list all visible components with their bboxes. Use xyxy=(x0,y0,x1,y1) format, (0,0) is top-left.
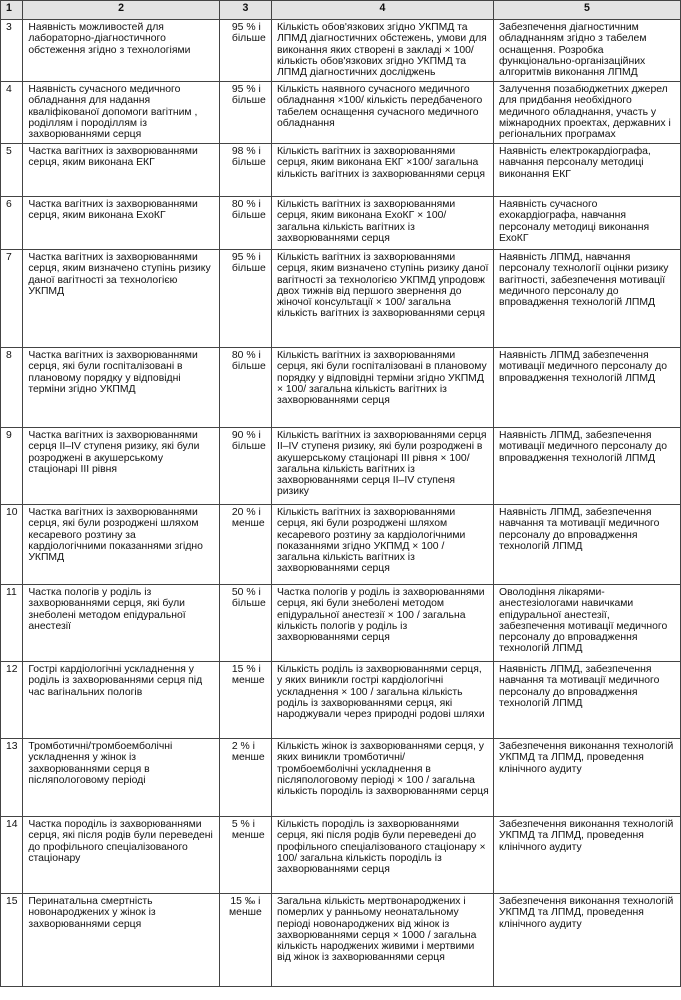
formula-cell: Кількість вагітних із захворюваннями серця, яким виконана ЕхоКГ × 100/ загальна кількість вагітних із захворюваннями серця xyxy=(271,197,493,250)
indicator-cell: Гострі кардіологічні ускладнення у роділь із захворюваннями серця під час вагінальних пологів xyxy=(23,662,220,739)
formula-cell: Кількість обов'язкових згідно УКПМД та ЛПМД діагностичних обстежень, умови для виконання яких створені в закладі × 100/ кількість обов'язкових згідно УКПМД та ЛПМД діагностичних досліджень xyxy=(271,20,493,82)
indicator-cell: Частка вагітних із захворюваннями серця, яким виконана ЕхоКГ xyxy=(23,197,220,250)
row-number: 6 xyxy=(1,197,23,250)
target-value-cell: 95 % і більше xyxy=(219,20,271,82)
indicator-cell: Тромботичні/тромбоемболічні ускладнення у жінок із захворюваннями серця в післяпологовому періоді xyxy=(23,739,220,817)
header-cell-col2: 2 xyxy=(23,1,220,20)
measures-cell: Забезпечення діагностичним обладнанням згідно з табелем оснащення. Розробка функціонально-організаційних алгоритмів виконання ЛПМД xyxy=(494,20,681,82)
table-row xyxy=(1,197,681,250)
table-row xyxy=(1,585,681,662)
formula-cell: Кількість роділь із захворюваннями серця, у яких виникли гострі кардіологічні ускладнення × 100 / загальна кількість роділь із захворюваннями серця, які народжували через природні родові шляхи xyxy=(271,662,493,739)
header-cell-col5: 5 xyxy=(494,1,681,20)
target-value-cell: 2 % і менше xyxy=(219,739,271,817)
measures-cell: Забезпечення виконання технологій УКПМД та ЛПМД, проведення клінічного аудиту xyxy=(494,894,681,987)
formula-cell: Кількість вагітних із захворюваннями серця, яким визначено ступінь ризику даної вагітності за технологією УКПМД упродовж двох тижнів від першого звернення до жіночої консультації × 100/ загальна кількість вагітних із захворюваннями серця xyxy=(271,250,493,348)
target-value-cell: 15 % і менше xyxy=(219,662,271,739)
measures-cell: Наявність сучасного ехокардіографа, навчання персоналу методиці виконання ЕхоКГ xyxy=(494,197,681,250)
formula-cell: Кількість вагітних із захворюваннями серця, які були госпіталізовані в плановому порядку у відповідні терміни згідно УКПМД × 100/ загальна кількість вагітних із захворюваннями серця xyxy=(271,348,493,428)
row-number: 4 xyxy=(1,82,23,144)
target-value-cell: 98 % і більше xyxy=(219,144,271,197)
measures-cell: Наявність ЛПМД, забезпечення навчання та мотивації медичного персоналу до впровадження технологій ЛПМД xyxy=(494,505,681,585)
row-number: 5 xyxy=(1,144,23,197)
header-cell-col1: 1 xyxy=(1,1,23,20)
table-row xyxy=(1,662,681,739)
table-header-row xyxy=(1,1,681,20)
target-value-cell: 80 % і більше xyxy=(219,197,271,250)
row-number: 12 xyxy=(1,662,23,739)
row-number: 3 xyxy=(1,20,23,82)
indicator-cell: Частка вагітних із захворюваннями серця II–IV ступеня ризику, які були розроджені в акушерському стаціонарі III рівня xyxy=(23,428,220,505)
row-number: 7 xyxy=(1,250,23,348)
header-cell-col3: 3 xyxy=(219,1,271,20)
row-number: 15 xyxy=(1,894,23,987)
row-number: 14 xyxy=(1,817,23,894)
measures-cell: Наявність ЛПМД забезпечення мотивації медичного персоналу до впровадження технологій ЛПМД xyxy=(494,348,681,428)
table-row xyxy=(1,505,681,585)
target-value-cell: 95 % і більше xyxy=(219,82,271,144)
formula-cell: Кількість вагітних із захворюваннями серця II–IV ступеня ризику, які були розроджені в акушерському стаціонарі III рівня × 100/ загальна кількість вагітних із захворюваннями серця II–IV ступеня ризику xyxy=(271,428,493,505)
row-number: 8 xyxy=(1,348,23,428)
measures-cell: Наявність ЛПМД, забезпечення мотивації медичного персоналу до впровадження технологій ЛПМД xyxy=(494,428,681,505)
table-row xyxy=(1,250,681,348)
formula-cell: Кількість вагітних із захворюваннями серця, яким виконана ЕКГ ×100/ загальна кількість вагітних із захворюваннями серця xyxy=(271,144,493,197)
target-value-cell: 95 % і більше xyxy=(219,250,271,348)
row-number: 13 xyxy=(1,739,23,817)
row-number: 11 xyxy=(1,585,23,662)
formula-cell: Кількість вагітних із захворюваннями серця, які були розроджені шляхом кесаревого розтину за кардіологічними показаннями згідно УКПМД × 100 / загальна кількість вагітних із захворюваннями серця xyxy=(271,505,493,585)
indicator-cell: Частка вагітних із захворюваннями серця, які були розроджені шляхом кесаревого розтину за кардіологічними показаннями згідно УКПМД xyxy=(23,505,220,585)
indicator-cell: Перинатальна смертність новонароджених у жінок із захворюваннями серця xyxy=(23,894,220,987)
measures-cell: Забезпечення виконання технологій УКПМД та ЛПМД, проведення клінічного аудиту xyxy=(494,739,681,817)
measures-cell: Забезпечення виконання технологій УКПМД та ЛПМД, проведення клінічного аудиту xyxy=(494,817,681,894)
header-cell-col4: 4 xyxy=(271,1,493,20)
target-value-cell: 15 ‰ і менше xyxy=(219,894,271,987)
target-value-cell: 5 % і менше xyxy=(219,817,271,894)
indicator-cell: Частка вагітних із захворюваннями серця, яким виконана ЕКГ xyxy=(23,144,220,197)
row-number: 10 xyxy=(1,505,23,585)
measures-cell: Наявність ЛПМД, навчання персоналу технології оцінки ризику вагітності, забезпечення мотивації медичного персоналу до впровадження технологій ЛПМД xyxy=(494,250,681,348)
target-value-cell: 20 % і менше xyxy=(219,505,271,585)
row-number: 9 xyxy=(1,428,23,505)
formula-cell: Кількість жінок із захворюваннями серця, у яких виникли тромботичні/ тромбоемболічні ускладнення в післяпологовому періоді × 100 / загальна кількість породіль із захворюваннями серця xyxy=(271,739,493,817)
measures-cell: Наявність ЛПМД, забезпечення навчання та мотивації медичного персоналу до впровадження технологій ЛПМД xyxy=(494,662,681,739)
indicator-cell: Частка вагітних із захворюваннями серця, яким визначено ступінь ризику даної вагітності за технологією УКПМД xyxy=(23,250,220,348)
table-row xyxy=(1,894,681,987)
table-row xyxy=(1,82,681,144)
table-row xyxy=(1,348,681,428)
indicator-cell: Наявність можливостей для лабораторно-діагностичного обстеження згідно з технологіями xyxy=(23,20,220,82)
target-value-cell: 50 % і більше xyxy=(219,585,271,662)
indicator-cell: Частка вагітних із захворюваннями серця, які були госпіталізовані в плановому порядку у відповідні терміни згідно УКПМД xyxy=(23,348,220,428)
target-value-cell: 90 % і більше xyxy=(219,428,271,505)
formula-cell: Кількість породіль із захворюваннями серця, які після родів були переведені до профільного спеціалізованого стаціонару × 100/ загальна кількість породіль із захворюваннями серця xyxy=(271,817,493,894)
measures-cell: Оволодіння лікарями-анестезіологами навичками епідуральної анестезії, забезпечення мотивації медичного персоналу до впровадження технологій ЛПМД xyxy=(494,585,681,662)
measures-cell: Залучення позабюджетних джерел для придбання необхідного медичного обладнання, участь у міжнародних проектах, державних і регіональних програмах xyxy=(494,82,681,144)
table-row xyxy=(1,817,681,894)
table-row xyxy=(1,739,681,817)
table-row xyxy=(1,144,681,197)
formula-cell: Частка пологів у роділь із захворюваннями серця, які були знеболені методом епідуральної анестезії × 100 / загальна кількість пологів у роділь із захворюваннями серця xyxy=(271,585,493,662)
indicator-cell: Частка пологів у роділь із захворюваннями серця, які були знеболені методом епідуральної анестезії xyxy=(23,585,220,662)
table-row xyxy=(1,428,681,505)
indicator-cell: Частка породіль із захворюваннями серця, які після родів були переведені до профільного спеціалізованого стаціонару xyxy=(23,817,220,894)
formula-cell: Кількість наявного сучасного медичного обладнання ×100/ кількість передбаченого табелем оснащення сучасного медичного обладнання xyxy=(271,82,493,144)
indicator-cell: Наявність сучасного медичного обладнання для надання кваліфікованої допомоги вагітним , роділлям і породіллям із захворюваннями серця xyxy=(23,82,220,144)
target-value-cell: 80 % і більше xyxy=(219,348,271,428)
measures-cell: Наявність електрокардіографа, навчання персоналу методиці виконання ЕКГ xyxy=(494,144,681,197)
formula-cell: Загальна кількість мертвонароджених і померлих у ранньому неонатальному періоді новонароджених від жінок із захворюваннями серця × 1000 / загальна кількість народжених живими і мертвими від жінок із захворюваннями серця xyxy=(271,894,493,987)
table-row xyxy=(1,20,681,82)
